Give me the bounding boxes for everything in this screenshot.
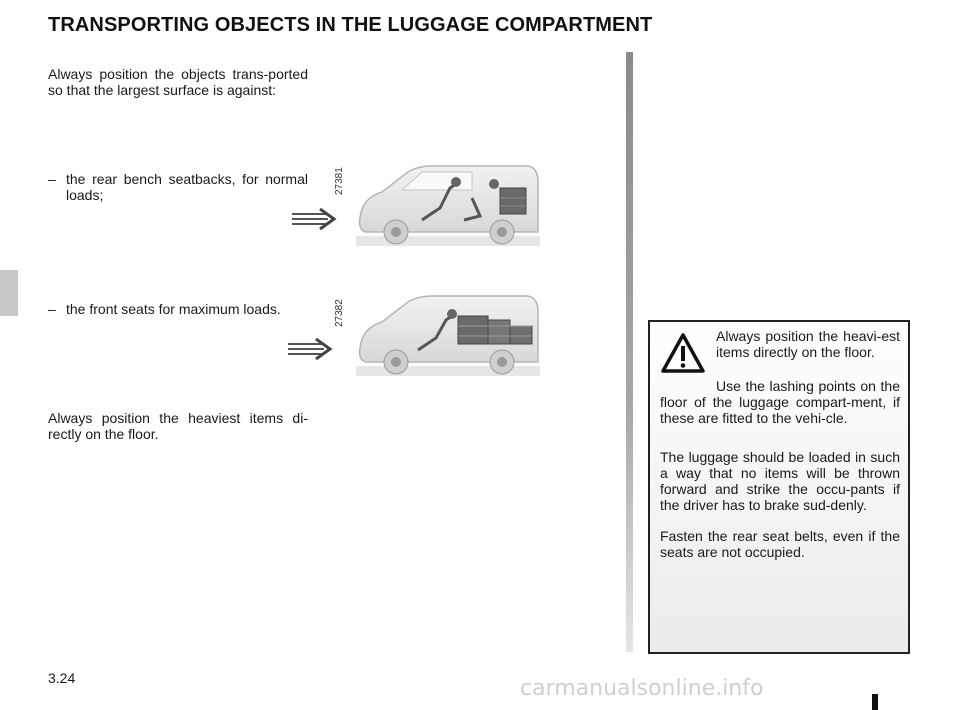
list-dash: –: [48, 301, 56, 317]
list-item-text: the rear bench seatbacks, for normal loads;: [66, 171, 308, 203]
watermark: carmanualsonline.info: [520, 676, 764, 701]
warning-triangle-icon: [660, 332, 706, 374]
warning-text: Always position the heavi-est items directly on the floor.: [716, 328, 900, 360]
closing-paragraph: Always position the heaviest items di-rectly on the floor.: [48, 410, 308, 442]
list-item-text: the front seats for maximum loads.: [66, 301, 281, 317]
intro-paragraph: Always position the objects trans-ported so that the largest surface is against:: [48, 66, 308, 98]
page-number: 3.24: [48, 670, 76, 686]
column-divider: [626, 52, 633, 652]
figure-label: 27382: [334, 299, 345, 327]
warning-text: Use the lashing points on the floor of the luggage compart-ment, if these are fitted to the vehi-cle.: [660, 378, 900, 426]
list-item: [48, 301, 308, 317]
section-tab: [0, 270, 18, 316]
van-cutaway-full-load-illustration: [352, 286, 542, 380]
page-title: TRANSPORTING OBJECTS IN THE LUGGAGE COMPARTMENT: [48, 14, 653, 36]
double-arrow-icon: [286, 336, 334, 362]
warning-text: Fasten the rear seat belts, even if the seats are not occupied.: [660, 528, 900, 560]
double-arrow-icon: [290, 206, 338, 232]
figure-label: 27381: [334, 167, 345, 195]
warning-box: [648, 320, 910, 654]
corner-mark: [872, 694, 878, 710]
list-dash: –: [48, 171, 56, 187]
van-cutaway-rear-load-illustration: [352, 158, 542, 250]
warning-text: The luggage should be loaded in such a way that no items will be thrown forward and strike the occu-pants if the driver has to brake sud-denly.: [660, 449, 900, 513]
list-item: [48, 171, 308, 203]
